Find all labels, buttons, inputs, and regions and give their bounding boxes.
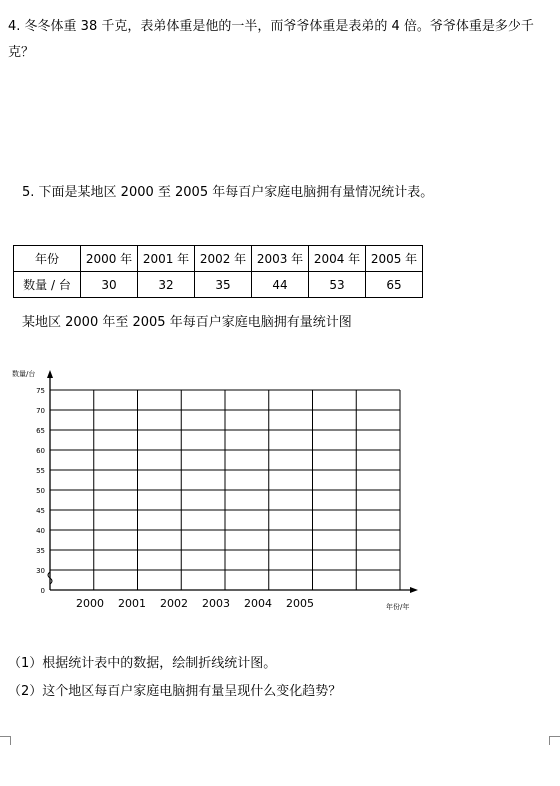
sub-question-1: （1）根据统计表中的数据，绘制折线统计图。 [8,656,277,671]
year-cell: 2005 年 [366,246,423,272]
year-cell: 2000 年 [81,246,138,272]
y-tick-label: 75 [36,387,45,395]
count-header-cell: 数量 / 台 [14,272,81,298]
year-cell: 2003 年 [252,246,309,272]
x-axis-title: 年份/年 [386,603,410,611]
x-tick-label: 2005 [286,597,314,610]
chart-title: 某地区 2000 年至 2005 年每百户家庭电脑拥有量统计图 [22,315,352,330]
y-tick-label: 65 [36,427,45,435]
y-tick-label: 60 [36,447,45,455]
y-axis-title: 数量/台 [12,370,36,378]
crop-mark-right [549,736,560,745]
x-tick-label: 2000 [76,597,104,610]
year-header-cell: 年份 [14,246,81,272]
x-tick-label: 2004 [244,597,272,610]
y-tick-label: 45 [36,507,45,515]
y-tick-label: 30 [36,567,45,575]
x-tick-label: 2003 [202,597,230,610]
year-cell: 2001 年 [138,246,195,272]
value-cell: 32 [138,272,195,298]
year-cell: 2004 年 [309,246,366,272]
sub-question-2: （2）这个地区每百户家庭电脑拥有量呈现什么变化趋势？ [8,684,342,699]
value-cell: 30 [81,272,138,298]
y-tick-label: 70 [36,407,45,415]
value-cell: 35 [195,272,252,298]
x-axis-arrow [410,587,418,593]
y-tick-label: 55 [36,467,45,475]
crop-mark-left [0,736,11,745]
stats-table [13,245,423,298]
y-tick-label: 35 [36,547,45,555]
value-cell: 65 [366,272,423,298]
y-tick-label: 50 [36,487,45,495]
year-cell: 2002 年 [195,246,252,272]
line-chart-grid [0,360,440,620]
value-cell: 44 [252,272,309,298]
table-row-values [14,272,423,298]
y-axis-arrow [47,370,53,378]
value-cell: 53 [309,272,366,298]
table-row-years [14,246,423,272]
x-tick-label: 2002 [160,597,188,610]
question-5: 5. 下面是某地区 2000 至 2005 年每百户家庭电脑拥有量情况统计表。 [22,185,434,200]
y-tick-label: 40 [36,527,45,535]
question-4: 4. 冬冬体重 38 千克，表弟体重是他的一半，而爷爷体重是表弟的 4 倍。爷爷体重是多少千克？ [8,19,534,60]
x-tick-label: 2001 [118,597,146,610]
y-tick-label: 0 [40,587,45,595]
